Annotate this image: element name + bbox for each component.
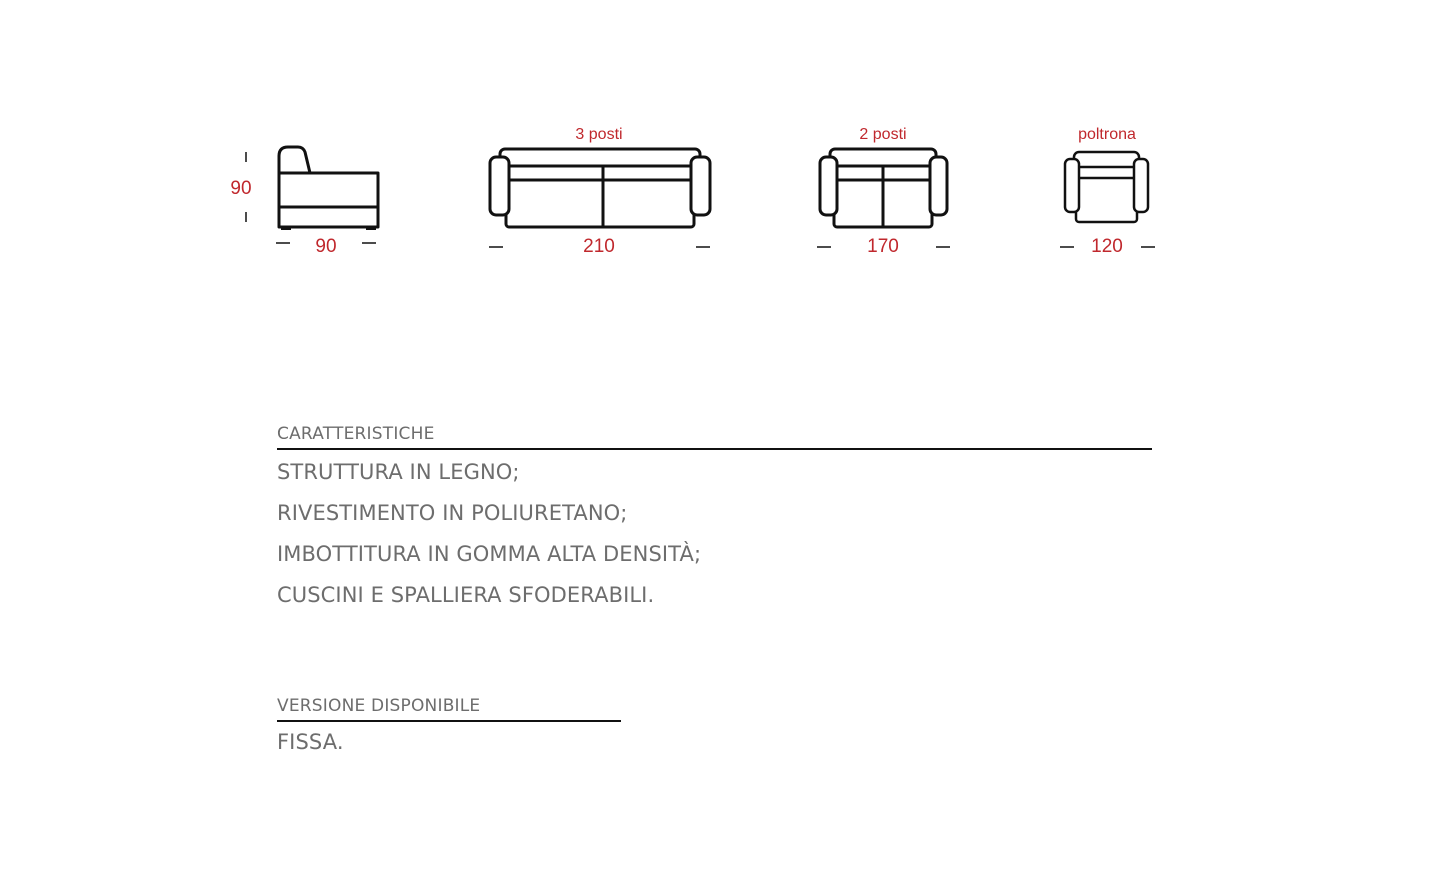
armchair-width-label: 120 [1091, 236, 1123, 257]
version-value: FISSA. [277, 730, 344, 754]
side-view-outline [279, 147, 378, 227]
feature-item: STRUTTURA IN LEGNO; [277, 460, 520, 484]
two-seater-back [830, 149, 936, 167]
armchair-arm-left [1065, 159, 1079, 212]
side-view-diagram [230, 147, 378, 257]
version-section [277, 696, 621, 763]
side-view-width-label: 90 [315, 236, 337, 257]
armchair-diagram [1060, 126, 1155, 257]
three-seater-back [500, 149, 700, 167]
side-view-height-label: 90 [230, 178, 252, 199]
armchair-seat [1076, 167, 1137, 222]
two-seater-diagram [817, 126, 950, 257]
two-seater-arm-left [820, 157, 837, 215]
armchair-back [1074, 152, 1139, 168]
two-seater-width-label: 170 [867, 236, 899, 257]
feature-item: IMBOTTITURA IN GOMMA ALTA DENSITÀ; [277, 542, 702, 566]
three-seater-seat [506, 166, 694, 227]
armchair-arm-right [1134, 159, 1148, 212]
three-seater-width-label: 210 [583, 236, 615, 257]
three-seater-diagram [489, 126, 710, 257]
sofa-dimension-diagrams [0, 0, 1433, 300]
two-seater-arm-right [930, 157, 947, 215]
three-seater-arm-left [490, 157, 509, 215]
features-title: CARATTERISTICHE [277, 424, 1152, 450]
feature-item: RIVESTIMENTO IN POLIURETANO; [277, 501, 628, 525]
three-seater-arm-right [691, 157, 710, 215]
version-title: VERSIONE DISPONIBILE [277, 696, 621, 722]
features-section [277, 424, 1152, 616]
feature-item: CUSCINI E SPALLIERA SFODERABILI. [277, 583, 655, 607]
armchair-caption: poltrona [1078, 126, 1136, 143]
two-seater-caption: 2 posti [859, 126, 907, 143]
three-seater-caption: 3 posti [575, 126, 623, 143]
